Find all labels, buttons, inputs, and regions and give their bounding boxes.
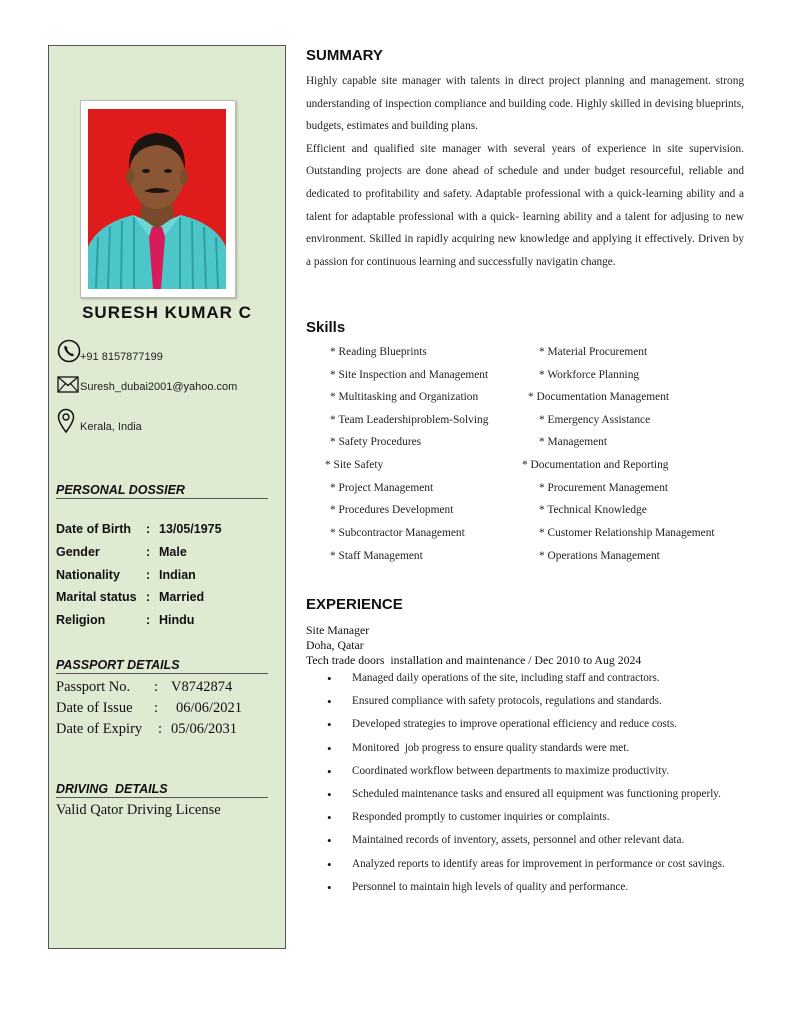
phone-icon (57, 339, 81, 363)
dossier-value: Married (159, 590, 205, 604)
dossier-label: Gender (56, 545, 100, 559)
skill-item: * Project Management (330, 482, 434, 494)
skill-item: * Procurement Management (539, 482, 669, 494)
experience-heading: EXPERIENCE (306, 596, 403, 613)
skill-item: * Staff Management (330, 550, 423, 562)
skill-item: * Site Safety (325, 459, 384, 471)
dossier-label: Religion (56, 613, 106, 627)
passport-row (56, 679, 232, 696)
skill-item: * Team Leadershiproblem-Solving (330, 414, 489, 426)
location-contact (57, 408, 142, 433)
dossier-row (56, 613, 194, 627)
dossier-label: Nationality (56, 568, 120, 582)
personal-dossier-heading: PERSONAL DOSSIER (56, 483, 268, 499)
job-title: Site Manager (306, 623, 370, 637)
passport-row (56, 700, 242, 717)
skill-item: * Emergency Assistance (539, 414, 651, 426)
list-item: • Personnel to maintain high levels of quality and performance. (306, 876, 746, 899)
skill-item: * Documentation Management (528, 391, 670, 403)
passport-value: 06/06/2021 (176, 700, 243, 716)
profile-photo (88, 109, 226, 289)
summary-heading: SUMMARY (306, 47, 383, 64)
dossier-row (56, 545, 187, 559)
dossier-colon: : (146, 545, 151, 559)
phone-contact (57, 339, 163, 363)
passport-value: 05/06/2031 (171, 721, 238, 737)
dossier-colon: : (146, 613, 151, 627)
dossier-label: Marital status (56, 590, 137, 604)
skill-item: * Reading Blueprints (330, 346, 427, 358)
passport-heading: PASSPORT DETAILS (56, 658, 268, 674)
dossier-colon: : (146, 590, 151, 604)
skill-item: * Procedures Development (330, 504, 454, 516)
list-item: • Developed strategies to improve operational efficiency and reduce costs. (306, 713, 746, 736)
passport-colon: : (154, 679, 159, 695)
location-text: Kerala, India (80, 421, 142, 433)
dossier-label: Date of Birth (56, 522, 131, 536)
skill-item: * Customer Relationship Management (539, 527, 715, 539)
skill-item: * Documentation and Reporting (522, 459, 669, 471)
list-item: • Coordinated workflow between departments to maximize productivity. (306, 760, 746, 783)
dossier-row (56, 590, 204, 604)
dossier-value: Male (159, 545, 187, 559)
dossier-value: 13/05/1975 (159, 522, 222, 536)
skill-item: * Workforce Planning (539, 369, 640, 381)
phone-number: +91 8157877199 (80, 351, 163, 363)
skill-item: * Safety Procedures (330, 436, 422, 448)
email-contact (57, 376, 237, 393)
job-location: Doha, Qatar (306, 638, 364, 652)
mail-icon (57, 376, 79, 393)
summary-paragraph: Highly capable site manager with talents in direct project planning and management. strong understanding of inspection compliance and building code. Highly skilled in devising blueprints, budgets, estimates and building plans. (306, 75, 744, 133)
list-item: • Maintained records of inventory, assets, personnel and other relevant data. (306, 829, 746, 852)
skill-item: * Subcontractor Management (330, 527, 465, 539)
skills-heading: Skills (306, 319, 346, 336)
skill-item: * Operations Management (539, 550, 660, 562)
skill-item: * Technical Knowledge (539, 504, 647, 516)
passport-label: Date of Issue (56, 700, 133, 716)
passport-value: V8742874 (171, 679, 233, 695)
candidate-name: SURESH KUMAR C (82, 303, 252, 322)
passport-colon: : (158, 721, 163, 737)
sidebar (48, 45, 286, 949)
profile-photo-frame (80, 100, 236, 298)
dossier-value: Hindu (159, 613, 195, 627)
driving-license-text: Valid Qator Driving License (56, 802, 221, 818)
summary-paragraph: Efficient and qualified site manager with several years of experience in site supervision. Outstanding projects are done ahead of schedule and under budget resourceful, reliable and dedicated to profitability and safety. Adaptable professional with a quick-learning ability and a talent for adaptable professional with a quick- learning ability and a talent for adjusing to new environment. Skilled in rapidly acquiring new knowledge and applying it effectively. Driven by a passion for continuous learning and successfully navigatin change. (306, 142, 744, 268)
experience-bullets (306, 667, 746, 899)
email-address: Suresh_dubai2001@yahoo.com (80, 381, 238, 393)
dossier-colon: : (146, 568, 151, 582)
list-item: • Ensured compliance with safety protocols, regulations and standards. (306, 690, 746, 713)
skill-item: * Multitasking and Organization (330, 391, 479, 403)
location-pin-icon (57, 408, 75, 433)
skill-item: * Management (539, 436, 608, 448)
skill-item: * Material Procurement (539, 346, 648, 358)
dossier-row (56, 568, 196, 582)
dossier-colon: : (146, 522, 151, 536)
passport-label: Passport No. (56, 679, 131, 695)
passport-colon: : (154, 700, 159, 716)
driving-heading: DRIVING DETAILS (56, 782, 268, 798)
list-item: • Analyzed reports to identify areas for improvement in performance or cost savings. (306, 853, 746, 876)
list-item: • Responded promptly to customer inquiries or complaints. (306, 806, 746, 829)
passport-label: Date of Expiry (56, 721, 143, 737)
list-item: • Managed daily operations of the site, including staff and contractors. (306, 667, 746, 690)
list-item: • Monitored job progress to ensure quality standards were met. (306, 737, 746, 760)
passport-row (56, 721, 237, 738)
dossier-value: Indian (159, 568, 196, 582)
job-company-dates: Tech trade doors installation and maintenance / Dec 2010 to Aug 2024 (306, 653, 642, 667)
summary-text (306, 70, 744, 273)
dossier-row (56, 522, 222, 536)
skill-item: * Site Inspection and Management (330, 369, 489, 381)
list-item: • Scheduled maintenance tasks and ensured all equipment was functioning properly. (306, 783, 746, 806)
